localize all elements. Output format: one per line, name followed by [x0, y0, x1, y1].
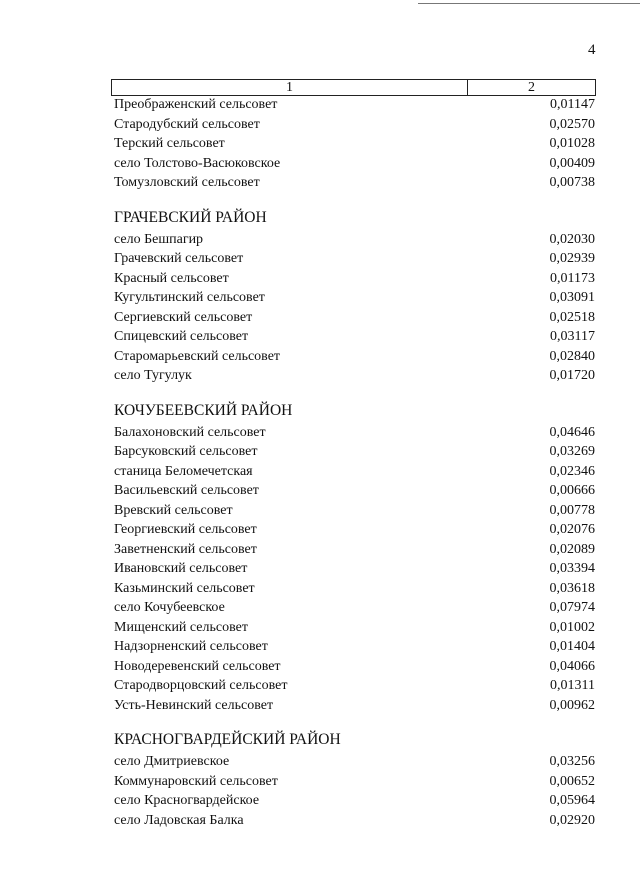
table-row [0, 772, 640, 792]
district-title: КОЧУБЕЕВСКИЙ РАЙОН [114, 401, 293, 419]
table-row [0, 618, 640, 638]
coefficient-value: 0,07974 [549, 600, 595, 615]
district-section [0, 208, 640, 386]
district-section [0, 95, 640, 193]
coefficient-value: 0,01028 [549, 136, 595, 151]
coefficient-value: 0,01147 [550, 97, 595, 112]
table-header-col1: 1 [112, 80, 468, 95]
municipality-name: Новодеревенский сельсовет [114, 658, 281, 674]
coefficient-value: 0,00778 [549, 502, 595, 518]
municipality-name: Васильевский сельсовет [114, 483, 259, 498]
municipality-name: село Ладовская Балка [114, 812, 244, 828]
coefficient-value: 0,02030 [549, 231, 595, 247]
coefficient-value: 0,00666 [549, 483, 595, 498]
coefficient-value: 0,03091 [549, 290, 595, 305]
coefficient-value: 0,05964 [549, 793, 595, 808]
municipality-name: станица Беломечетская [114, 463, 253, 479]
municipality-name: Стародворцовский сельсовет [114, 678, 288, 693]
page-number: 4 [588, 42, 596, 58]
coefficient-value: 0,02840 [549, 348, 595, 364]
coefficient-value: 0,00409 [549, 155, 595, 171]
municipality-name: Казьминский сельсовет [114, 580, 255, 596]
municipality-name: Усть-Невинский сельсовет [114, 697, 274, 713]
table-row [0, 481, 640, 501]
table-header-col2: 2 [528, 80, 535, 95]
table-row [0, 230, 640, 250]
municipality-name: Терский сельсовет [114, 136, 225, 151]
coefficient-value: 0,01404 [549, 639, 595, 654]
municipality-name: село Бешпагир [114, 231, 204, 247]
coefficient-value: 0,02920 [549, 812, 595, 828]
municipality-name: Георгиевский сельсовет [114, 522, 257, 537]
table-row [0, 501, 640, 521]
municipality-name: Вревский сельсовет [114, 502, 233, 518]
district-section [0, 401, 640, 716]
table-row [0, 115, 640, 135]
table-row [0, 327, 640, 347]
table-row [0, 811, 640, 831]
municipality-name: село Красногвардейское [114, 793, 260, 808]
coefficient-value: 0,01173 [550, 270, 595, 286]
table-row [0, 462, 640, 482]
table-header [111, 79, 596, 96]
table-row [0, 559, 640, 579]
table-row [0, 249, 640, 269]
coefficient-value: 0,02076 [549, 522, 595, 537]
table-row [0, 95, 640, 115]
municipality-name: Ивановский сельсовет [114, 561, 248, 576]
district-title: КРАСНОГВАРДЕЙСКИЙ РАЙОН [114, 731, 341, 748]
coefficient-value: 0,01311 [550, 678, 595, 693]
municipality-name: Балахоновский сельсовет [114, 424, 266, 440]
municipality-name: Красный сельсовет [114, 270, 229, 286]
municipality-name: Спицевский сельсовет [114, 329, 249, 344]
municipality-name: Старомарьевский сельсовет [114, 348, 281, 364]
coefficient-value: 0,00962 [549, 697, 595, 713]
coefficient-value: 0,02346 [549, 463, 595, 479]
coefficient-value: 0,00652 [549, 773, 595, 789]
coefficient-value: 0,01720 [549, 368, 595, 383]
table-row [0, 520, 640, 540]
coefficient-value: 0,02570 [549, 116, 595, 132]
table-row [0, 598, 640, 618]
table-row [0, 366, 640, 386]
table-row [0, 579, 640, 599]
municipality-name: Заветненский сельсовет [114, 541, 257, 557]
municipality-name: Кугультинский сельсовет [114, 290, 265, 305]
municipality-name: Мищенский сельсовет [114, 619, 248, 635]
municipality-name: село Кочубеевское [114, 600, 225, 615]
municipality-name: Стародубский сельсовет [114, 116, 260, 132]
table-row [0, 154, 640, 174]
top-edge-rule [418, 3, 640, 4]
coefficient-value: 0,03269 [549, 444, 595, 459]
coefficient-value: 0,03394 [549, 561, 595, 576]
table-row [0, 308, 640, 328]
table-row [0, 442, 640, 462]
coefficient-value: 0,03117 [550, 329, 595, 344]
municipality-name: Надзорненский сельсовет [114, 639, 268, 654]
district-title: ГРАЧЕВСКИЙ РАЙОН [114, 208, 267, 226]
municipality-name: село Дмитриевское [114, 754, 230, 769]
district-section [0, 730, 640, 830]
table-row [0, 134, 640, 154]
municipality-name: село Тугулук [114, 368, 192, 383]
municipality-name: Барсуковский сельсовет [114, 444, 258, 459]
table-row [0, 752, 640, 772]
table-row [0, 288, 640, 308]
coefficient-value: 0,01002 [549, 619, 595, 635]
table-row [0, 657, 640, 677]
table-row [0, 676, 640, 696]
coefficient-value: 0,00738 [549, 175, 595, 190]
table-row [0, 423, 640, 443]
coefficient-value: 0,02939 [549, 251, 595, 266]
document-body [0, 95, 640, 830]
table-row [0, 269, 640, 289]
table-row [0, 540, 640, 560]
coefficient-value: 0,04066 [549, 658, 595, 674]
table-row [0, 347, 640, 367]
municipality-name: Сергиевский сельсовет [114, 309, 253, 325]
municipality-name: Преображенский сельсовет [114, 97, 278, 112]
coefficient-value: 0,04646 [549, 424, 595, 440]
municipality-name: Томузловский сельсовет [114, 175, 260, 190]
coefficient-value: 0,03256 [549, 754, 595, 769]
coefficient-value: 0,02518 [549, 309, 595, 325]
table-row [0, 791, 640, 811]
municipality-name: село Толстово-Васюковское [114, 155, 281, 171]
coefficient-value: 0,02089 [549, 541, 595, 557]
table-row [0, 173, 640, 193]
municipality-name: Грачевский сельсовет [114, 251, 244, 266]
table-row [0, 696, 640, 716]
coefficient-value: 0,03618 [549, 580, 595, 596]
table-row [0, 637, 640, 657]
municipality-name: Коммунаровский сельсовет [114, 773, 278, 789]
